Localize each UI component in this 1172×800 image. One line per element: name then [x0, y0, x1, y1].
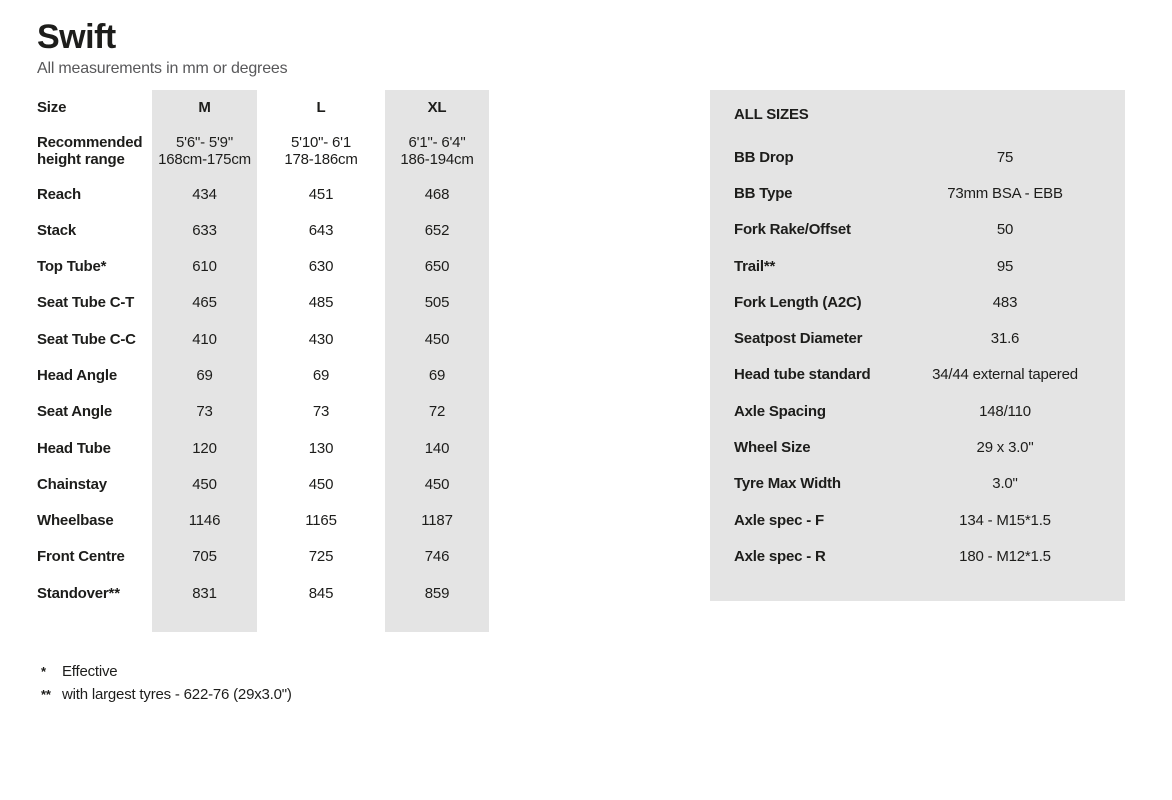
value-cell-m: 410 — [192, 330, 217, 348]
value-cell-xl: 652 — [424, 221, 450, 239]
spec-row — [710, 139, 1125, 175]
column-header-l: L — [316, 99, 326, 117]
spec-value: 95 — [996, 257, 1014, 275]
spec-label: Head tube standard — [734, 366, 871, 384]
spec-value: 180 - M12*1.5 — [959, 547, 1051, 565]
spec-label: BB Drop — [734, 148, 794, 166]
value-cell-l: 73 — [312, 403, 330, 421]
value-cell-m: 633 — [192, 221, 217, 239]
row-label: Seat Tube C-C — [37, 330, 136, 348]
value-cell-m: 73 — [196, 403, 213, 421]
value-cell-l: 451 — [308, 185, 334, 203]
geometry-table — [37, 90, 489, 632]
value-cell-xl: 69 — [428, 367, 446, 384]
spec-value: 73mm BSA - EBB — [947, 184, 1063, 202]
spec-value: 134 - M15*1.5 — [959, 511, 1051, 529]
value-cell-m: 120 — [192, 439, 217, 457]
footnote-marker: ** — [41, 687, 51, 702]
value-cell-l: 430 — [308, 330, 334, 348]
spec-label: Tyre Max Width — [734, 475, 841, 493]
spec-label: Trail** — [734, 257, 776, 275]
row-label: Wheelbase — [37, 512, 114, 530]
spec-row — [710, 538, 1125, 574]
spec-row — [710, 466, 1125, 502]
row-label: Seat Tube C-T — [37, 294, 135, 312]
row-label: Top Tube* — [37, 258, 107, 276]
height-range-l: 5'10"- 6'1 178-186cm — [284, 133, 358, 168]
value-cell-m: 831 — [192, 584, 217, 602]
spec-label: BB Type — [734, 184, 793, 202]
spec-value: 31.6 — [990, 330, 1020, 348]
value-cell-m: 705 — [192, 548, 217, 566]
height-range-m: 5'6"- 5'9" 168cm-175cm — [158, 133, 251, 168]
value-cell-l: 69 — [312, 367, 330, 384]
all-sizes-header: ALL SIZES — [734, 106, 809, 123]
column-header-xl: XL — [427, 99, 447, 117]
spec-label: Axle Spacing — [734, 402, 826, 420]
value-cell-xl: 450 — [424, 475, 450, 493]
row-label: Stack — [37, 221, 77, 239]
value-cell-l: 485 — [308, 294, 334, 312]
value-cell-xl: 505 — [424, 294, 450, 312]
row-label: Seat Angle — [37, 403, 112, 421]
footnotes — [37, 663, 292, 709]
spec-row — [710, 212, 1125, 248]
spec-row — [710, 357, 1125, 393]
spec-label: Wheel Size — [734, 439, 811, 457]
value-cell-xl: 140 — [424, 439, 450, 457]
spec-row — [710, 175, 1125, 211]
value-cell-l: 1165 — [305, 512, 337, 530]
value-cell-xl: 650 — [424, 258, 450, 276]
spec-row — [710, 284, 1125, 320]
value-cell-m: 1146 — [188, 512, 221, 530]
spec-label: Fork Rake/Offset — [734, 221, 851, 239]
value-cell-l: 630 — [308, 258, 334, 276]
row-label: Chainstay — [37, 475, 107, 493]
value-cell-m: 434 — [192, 185, 217, 203]
value-cell-xl: 1187 — [421, 512, 453, 530]
value-cell-xl: 746 — [424, 548, 450, 566]
footnote-text: Effective — [62, 663, 118, 680]
spec-value: 29 x 3.0" — [976, 439, 1034, 457]
value-cell-xl: 468 — [424, 185, 450, 203]
spec-label: Axle spec - R — [734, 547, 826, 565]
row-label: Front Centre — [37, 548, 125, 566]
value-cell-l: 643 — [308, 221, 334, 239]
footnote-text: with largest tyres - 622-76 (29x3.0") — [62, 686, 292, 703]
row-label: Head Tube — [37, 439, 111, 457]
value-cell-m: 610 — [192, 258, 217, 276]
value-cell-xl: 859 — [424, 584, 450, 602]
footnote-effective — [37, 663, 292, 686]
value-cell-l: 725 — [308, 548, 334, 566]
spec-value: 75 — [996, 148, 1014, 166]
page-subtitle: All measurements in mm or degrees — [37, 60, 288, 77]
spec-row — [710, 502, 1125, 538]
spec-label: Axle spec - F — [734, 511, 824, 529]
row-label: Head Angle — [37, 367, 117, 384]
value-cell-l: 130 — [308, 439, 334, 457]
spec-value: 50 — [996, 221, 1014, 239]
footnote-marker: * — [41, 664, 46, 679]
spec-label: Fork Length (A2C) — [734, 293, 862, 311]
value-cell-l: 845 — [308, 584, 334, 602]
spec-row — [710, 393, 1125, 429]
value-cell-xl: 72 — [428, 403, 446, 421]
spec-row — [710, 320, 1125, 356]
value-cell-m: 465 — [192, 294, 217, 312]
spec-label: Seatpost Diameter — [734, 330, 863, 348]
size-header-label: Size — [37, 99, 67, 117]
spec-row — [710, 429, 1125, 465]
height-range-xl: 6'1"- 6'4" 186-194cm — [400, 133, 474, 168]
spec-value: 3.0" — [992, 475, 1018, 493]
row-label: Reach — [37, 185, 82, 203]
value-cell-m: 69 — [196, 367, 213, 384]
value-cell-l: 450 — [308, 475, 334, 493]
value-cell-xl: 450 — [424, 330, 450, 348]
spec-value: 34/44 external tapered — [932, 366, 1078, 384]
page-title: Swift — [37, 18, 116, 56]
row-label: Standover** — [37, 584, 120, 602]
column-header-m: M — [198, 99, 211, 117]
spec-row — [710, 248, 1125, 284]
footnote-largest-tyres — [37, 686, 292, 709]
all-sizes-panel — [710, 90, 1125, 601]
spec-value: 483 — [992, 293, 1018, 311]
row-label-height-range: Recommended height range — [37, 133, 143, 168]
value-cell-m: 450 — [192, 475, 217, 493]
spec-value: 148/110 — [979, 402, 1031, 420]
